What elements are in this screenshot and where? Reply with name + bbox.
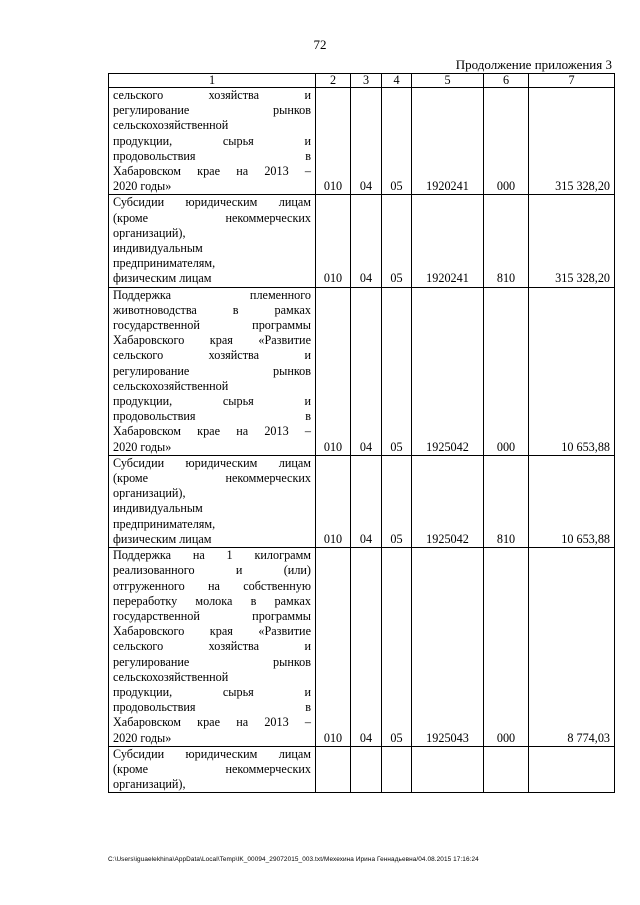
file-path-footer: C:\Users\iguaelekhina\AppData\Local\Temp\IK_00094_29072015_003.txt/Мехехина Ирина Геннадьевна/04.08.2015 17:16:24 — [108, 856, 479, 863]
description-line: физическим лицам — [113, 271, 212, 286]
target-article-code: 1920241 — [412, 195, 484, 287]
row-description — [109, 287, 316, 455]
column-header: 3 — [351, 74, 382, 88]
description-line: сельского хозяйства и — [113, 639, 311, 654]
amount-value: 10 653,88 — [529, 455, 615, 547]
description-line: (кроме некоммерческих — [113, 471, 311, 486]
description-line: Поддержка на 1 килограмм — [113, 548, 311, 563]
description-line: организаций), — [113, 777, 186, 792]
expense-type-code — [484, 746, 529, 793]
table-row — [109, 88, 615, 195]
description-line: Хабаровском крае на 2013 – — [113, 164, 311, 179]
column-header: 1 — [109, 74, 316, 88]
description-line: сельскохозяйственной — [113, 669, 229, 684]
description-line: животноводства в рамках — [113, 302, 311, 317]
column-header: 5 — [412, 74, 484, 88]
description-line: продовольствия в — [113, 409, 311, 424]
amount-value: 10 653,88 — [529, 287, 615, 455]
description-line: Поддержка племенного — [113, 287, 311, 302]
section-code: 04 — [351, 455, 382, 547]
description-line: государственной программы — [113, 318, 311, 333]
appendix-continuation-label: Продолжение приложения 3 — [455, 57, 612, 72]
column-header: 6 — [484, 74, 529, 88]
section-code: 04 — [351, 88, 382, 195]
target-article-code — [412, 746, 484, 793]
expense-type-code: 000 — [484, 287, 529, 455]
ministry-code: 010 — [316, 88, 351, 195]
table-header-row — [109, 74, 615, 88]
description-line: Хабаровского края «Развитие — [113, 333, 311, 348]
target-article-code: 1920241 — [412, 88, 484, 195]
table-row — [109, 548, 615, 747]
description-line: Хабаровском крае на 2013 – — [113, 715, 311, 730]
description-line: 2020 годы» — [113, 439, 172, 454]
table-row — [109, 746, 615, 793]
description-line: физическим лицам — [113, 531, 212, 546]
description-line: организаций), — [113, 486, 186, 501]
description-line: 2020 годы» — [113, 730, 172, 745]
description-line: сельскохозяйственной — [113, 118, 229, 133]
ministry-code: 010 — [316, 548, 351, 747]
description-line: Хабаровском крае на 2013 – — [113, 424, 311, 439]
amount-value — [529, 746, 615, 793]
description-line: сельского хозяйства и — [113, 88, 311, 102]
description-line: индивидуальным — [113, 241, 203, 256]
subsection-code: 05 — [382, 88, 412, 195]
table-row — [109, 287, 615, 455]
description-line: сельскохозяйственной — [113, 378, 229, 393]
description-line: Субсидии юридическим лицам — [113, 746, 311, 761]
description-line: регулирование рынков — [113, 103, 311, 118]
column-header: 4 — [382, 74, 412, 88]
expense-type-code: 000 — [484, 88, 529, 195]
subsection-code — [382, 746, 412, 793]
section-code: 04 — [351, 548, 382, 747]
table-row — [109, 195, 615, 287]
description-line: реализованного и (или) — [113, 563, 311, 578]
amount-value: 8 774,03 — [529, 548, 615, 747]
subsection-code: 05 — [382, 455, 412, 547]
ministry-code: 010 — [316, 287, 351, 455]
row-description — [109, 548, 316, 747]
page-number: 72 — [313, 37, 327, 52]
description-line: продукции, сырья и — [113, 394, 311, 409]
target-article-code: 1925042 — [412, 455, 484, 547]
ministry-code: 010 — [316, 455, 351, 547]
subsection-code: 05 — [382, 195, 412, 287]
amount-value: 315 328,20 — [529, 88, 615, 195]
table-row — [109, 455, 615, 547]
budget-table — [108, 73, 615, 793]
expense-type-code: 810 — [484, 455, 529, 547]
description-line: продовольствия в — [113, 148, 311, 163]
row-description — [109, 746, 316, 793]
description-line: (кроме некоммерческих — [113, 761, 311, 776]
description-line: предпринимателям, — [113, 516, 216, 531]
description-line: Субсидии юридическим лицам — [113, 455, 311, 470]
description-line: регулирование рынков — [113, 654, 311, 669]
ministry-code — [316, 746, 351, 793]
description-line: переработку молока в рамках — [113, 593, 311, 608]
description-line: продовольствия в — [113, 700, 311, 715]
description-line: 2020 годы» — [113, 179, 172, 194]
amount-value: 315 328,20 — [529, 195, 615, 287]
subsection-code: 05 — [382, 548, 412, 747]
description-line: Субсидии юридическим лицам — [113, 195, 311, 210]
description-line: сельского хозяйства и — [113, 348, 311, 363]
section-code: 04 — [351, 287, 382, 455]
section-code — [351, 746, 382, 793]
description-line: (кроме некоммерческих — [113, 210, 311, 225]
description-line: организаций), — [113, 225, 186, 240]
description-line: отгруженного на собственную — [113, 578, 311, 593]
subsection-code: 05 — [382, 287, 412, 455]
ministry-code: 010 — [316, 195, 351, 287]
row-description — [109, 455, 316, 547]
description-line: регулирование рынков — [113, 363, 311, 378]
description-line: продукции, сырья и — [113, 133, 311, 148]
row-description — [109, 195, 316, 287]
section-code: 04 — [351, 195, 382, 287]
row-description — [109, 88, 316, 195]
column-header: 7 — [529, 74, 615, 88]
target-article-code: 1925043 — [412, 548, 484, 747]
description-line: Хабаровского края «Развитие — [113, 624, 311, 639]
column-header: 2 — [316, 74, 351, 88]
description-line: продукции, сырья и — [113, 684, 311, 699]
description-line: индивидуальным — [113, 501, 203, 516]
expense-type-code: 000 — [484, 548, 529, 747]
description-line: предпринимателям, — [113, 256, 216, 271]
target-article-code: 1925042 — [412, 287, 484, 455]
description-line: государственной программы — [113, 608, 311, 623]
expense-type-code: 810 — [484, 195, 529, 287]
